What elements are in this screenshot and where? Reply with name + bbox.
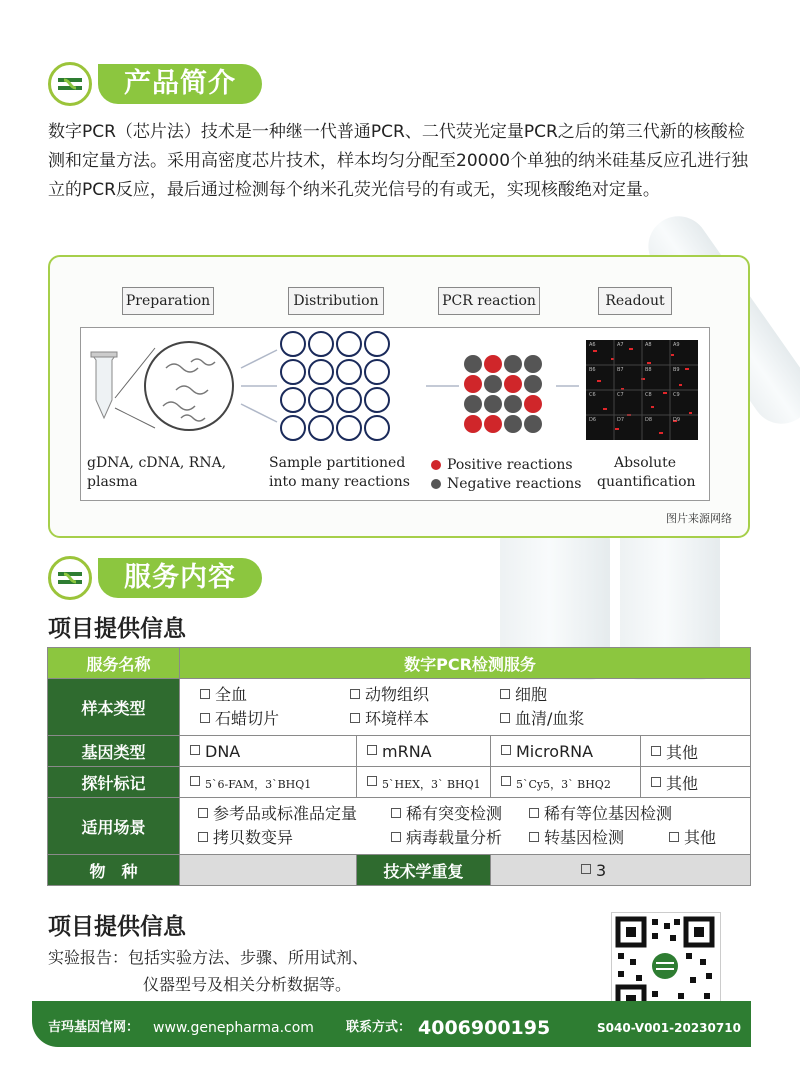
section-title: 产品简介 — [98, 64, 262, 104]
checkbox-icon[interactable] — [200, 713, 210, 723]
readout-grid-label: A9 — [673, 342, 680, 348]
checkbox-icon[interactable] — [367, 776, 377, 786]
option-rare-mutation[interactable]: 稀有突变检测 — [391, 802, 529, 826]
readout-grid-label: B7 — [617, 367, 624, 373]
checkbox-icon[interactable] — [198, 808, 208, 818]
checkbox-icon[interactable] — [529, 808, 539, 818]
service-name-label: 服务名称 — [48, 648, 180, 679]
sample-caption: gDNA, cDNA, RNA, plasma — [87, 455, 227, 490]
probe-label: 探针标记 — [48, 767, 180, 798]
option-serum[interactable]: 血清/血浆 — [500, 707, 584, 731]
document-code: S040-V001-20230710 — [597, 1021, 741, 1035]
option-env-sample[interactable]: 环境样本 — [350, 707, 500, 731]
readout-grid-label: D9 — [673, 417, 681, 423]
website-link[interactable]: www.genepharma.com — [153, 1020, 314, 1036]
readout-grid-label: A8 — [645, 342, 652, 348]
checkbox-icon[interactable] — [391, 832, 401, 842]
partition-caption: Sample partitioned into many reactions — [269, 455, 410, 490]
stage-label-readout: Readout — [598, 287, 672, 315]
option-scene-other[interactable]: 其他 — [669, 826, 716, 850]
option-microrna[interactable]: MicroRNA — [491, 736, 641, 767]
option-hex[interactable]: 5`HEX，3` BHQ1 — [357, 767, 491, 798]
service-name-value: 数字PCR检测服务 — [180, 648, 751, 679]
positive-dot-icon — [431, 460, 441, 470]
readout-grid-label: B8 — [645, 367, 652, 373]
option-paraffin[interactable]: 石蜡切片 — [200, 707, 350, 731]
option-fam[interactable]: 5`6-FAM，3`BHQ1 — [180, 767, 357, 798]
readout-grid-label: C9 — [673, 392, 680, 398]
brand-logo-icon — [48, 62, 92, 106]
report-title: 项目提供信息 — [48, 914, 186, 940]
checkbox-icon[interactable] — [669, 832, 679, 842]
option-rare-allele[interactable]: 稀有等位基因检测 — [529, 802, 672, 826]
readout-grid-label: B9 — [673, 367, 680, 373]
tech-repeat-label: 技术学重复 — [357, 855, 491, 886]
readout-grid-label: D8 — [645, 417, 653, 423]
table-row — [48, 798, 751, 855]
checkbox-icon[interactable] — [190, 776, 200, 786]
contact-label: 联系方式： — [346, 1020, 412, 1035]
checkbox-icon[interactable] — [501, 745, 511, 755]
option-gene-other[interactable]: 其他 — [641, 736, 751, 767]
reaction-legend — [431, 456, 582, 494]
readout-grid-label: D7 — [617, 417, 625, 423]
checkbox-icon[interactable] — [651, 746, 661, 756]
readout-grid-label: C7 — [617, 392, 624, 398]
option-whole-blood[interactable]: 全血 — [200, 683, 350, 707]
readout-image — [586, 340, 698, 440]
readout-caption: Absolute quantification — [597, 455, 696, 490]
checkbox-icon[interactable] — [350, 713, 360, 723]
option-cells[interactable]: 细胞 — [500, 683, 547, 707]
option-mrna[interactable]: mRNA — [357, 736, 491, 767]
section-header-service — [48, 556, 262, 600]
readout-grid-label: B6 — [589, 367, 596, 373]
service-info-table — [47, 647, 751, 886]
species-label: 物 种 — [48, 855, 180, 886]
species-value[interactable] — [180, 855, 357, 886]
checkbox-icon[interactable] — [350, 689, 360, 699]
checkbox-icon[interactable] — [529, 832, 539, 842]
option-reference-quant[interactable]: 参考品或标准品定量 — [198, 802, 391, 826]
footer-bar — [32, 1001, 751, 1047]
table-title: 项目提供信息 — [48, 616, 186, 642]
checkbox-icon[interactable] — [651, 777, 661, 787]
table-row — [48, 855, 751, 886]
intro-paragraph: 数字PCR（芯片法）技术是一种继一代普通PCR、二代荧光定量PCR之后的第三代新的核酸检测和定量方法。采用高密度芯片技术，样本均匀分配至20000个单独的纳米硅基反应孔进行独立的PCR反应，最后通过检测每个纳米孔荧光信号的有或无，实现核酸绝对定量。 — [48, 122, 749, 200]
section-header-intro — [48, 62, 262, 106]
sample-magnified-circle — [145, 342, 233, 430]
readout-grid-label: C6 — [589, 392, 596, 398]
checkbox-icon[interactable] — [190, 745, 200, 755]
option-cy5[interactable]: 5`Cy5，3` BHQ2 — [491, 767, 641, 798]
readout-grid-label: A6 — [589, 342, 596, 348]
option-gmo[interactable]: 转基因检测 — [529, 826, 669, 850]
dpcr-workflow-figure — [48, 255, 750, 538]
figure-source-caption: 图片来源网络 — [666, 512, 732, 525]
legend-positive: Positive reactions — [431, 456, 582, 475]
checkbox-icon[interactable] — [200, 689, 210, 699]
stage-label-preparation: Preparation — [122, 287, 214, 315]
checkbox-icon[interactable] — [501, 776, 511, 786]
section-title: 服务内容 — [98, 558, 262, 598]
option-dna[interactable]: DNA — [180, 736, 357, 767]
table-row — [48, 679, 751, 736]
figure-panel — [80, 327, 710, 501]
option-probe-other[interactable]: 其他 — [641, 767, 751, 798]
brand-logo-icon — [48, 556, 92, 600]
gene-type-label: 基因类型 — [48, 736, 180, 767]
option-cnv[interactable]: 拷贝数变异 — [198, 826, 391, 850]
website-label: 吉玛基因官网： — [48, 1020, 140, 1035]
option-viral-load[interactable]: 病毒载量分析 — [391, 826, 529, 850]
partition-wells — [281, 332, 389, 440]
tech-repeat-value[interactable]: 3 — [491, 855, 751, 886]
stage-label-pcr-reaction: PCR reaction — [438, 287, 540, 315]
checkbox-icon[interactable] — [581, 864, 591, 874]
checkbox-icon[interactable] — [198, 832, 208, 842]
readout-grid-label: C8 — [645, 392, 652, 398]
phone-number[interactable]: 4006900195 — [418, 1017, 551, 1039]
readout-grid-label: D6 — [589, 417, 597, 423]
checkbox-icon[interactable] — [500, 689, 510, 699]
reaction-wells — [464, 355, 542, 433]
option-animal-tissue[interactable]: 动物组织 — [350, 683, 500, 707]
scene-label: 适用场景 — [48, 798, 180, 855]
checkbox-icon[interactable] — [391, 808, 401, 818]
sample-tube-icon — [91, 352, 117, 418]
readout-grid-label: A7 — [617, 342, 624, 348]
stage-label-distribution: Distribution — [288, 287, 384, 315]
negative-dot-icon — [431, 479, 441, 489]
legend-negative: Negative reactions — [431, 475, 582, 494]
checkbox-icon[interactable] — [500, 713, 510, 723]
report-description: 实验报告：包括实验方法、步骤、所用试剂、 仪器型号及相关分析数据等。 — [48, 948, 369, 994]
sample-type-label: 样本类型 — [48, 679, 180, 736]
table-row — [48, 648, 751, 679]
table-row — [48, 767, 751, 798]
checkbox-icon[interactable] — [367, 745, 377, 755]
table-row — [48, 736, 751, 767]
